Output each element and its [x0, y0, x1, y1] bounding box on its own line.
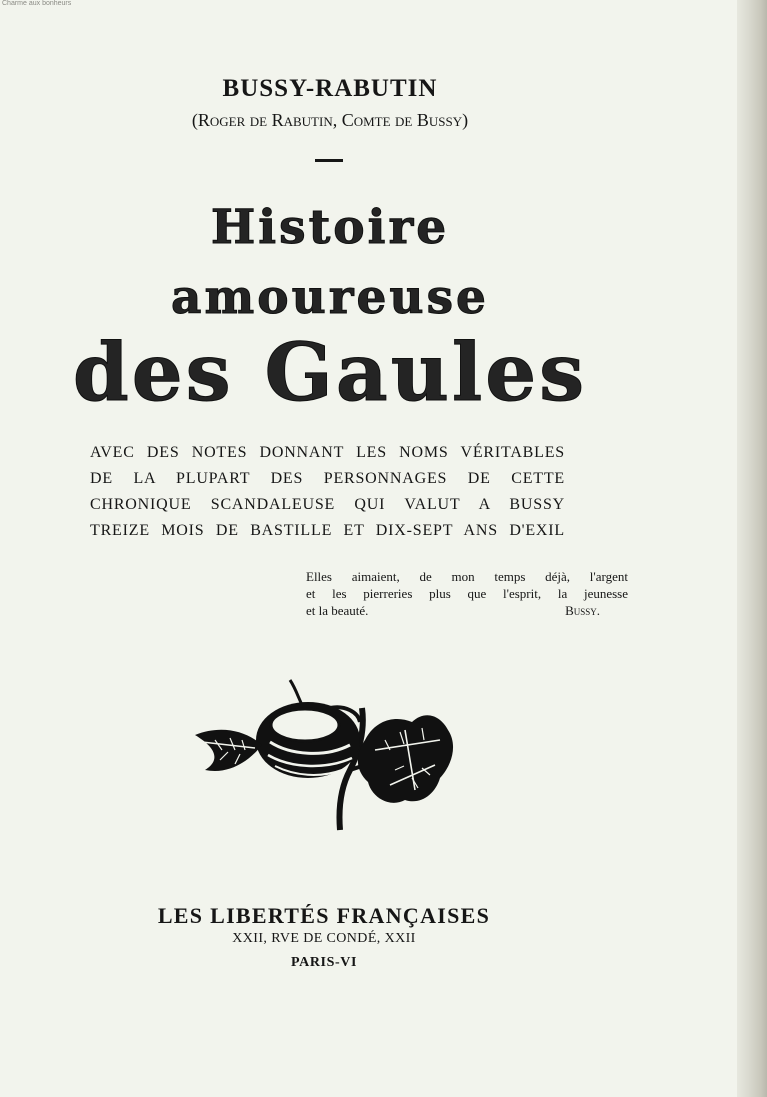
epigraph-signature: Bussy.: [565, 603, 600, 618]
epigraph-line: et la beauté.: [306, 603, 369, 618]
book-title-line-3: des Gaules: [72, 325, 588, 419]
publisher-name: LES LIBERTÉS FRANÇAISES: [157, 903, 491, 928]
flower-vignette-icon: [190, 670, 460, 840]
author-full-name: (Roger de Rabutin, Comte de Bussy): [191, 110, 469, 130]
publisher-address: XXII, RVE DE CONDÉ, XXII: [232, 931, 416, 946]
book-title-line-2: amoureuse: [171, 270, 489, 325]
notes-line: TREIZE MOIS DE BASTILLE ET DIX-SEPT ANS D'EXIL: [90, 522, 565, 539]
epigraph-line: Elles aimaient, de mon temps déjà, l'argent: [306, 569, 628, 584]
epigraph: [306, 568, 628, 619]
publisher-city: PARIS-VI: [291, 955, 357, 970]
notes-line: AVEC DES NOTES DONNANT LES NOMS VÉRITABLES: [90, 444, 565, 461]
epigraph-line: et les pierreries plus que l'esprit, la jeunesse: [306, 586, 628, 601]
title-separator: [315, 159, 343, 162]
book-title-line-1: Histoire: [210, 200, 450, 255]
notes-line: DE LA PLUPART DES PERSONNAGES DE CETTE: [90, 470, 565, 487]
notes-line: CHRONIQUE SCANDALEUSE QUI VALUT A BUSSY: [90, 496, 565, 513]
epigraph-last-line: [306, 602, 628, 619]
subtitle-notes: [90, 440, 565, 544]
page-edge: [737, 0, 767, 1097]
author-name: BUSSY-RABUTIN: [222, 75, 438, 102]
watermark: Charme aux bonheurs: [2, 0, 72, 7]
